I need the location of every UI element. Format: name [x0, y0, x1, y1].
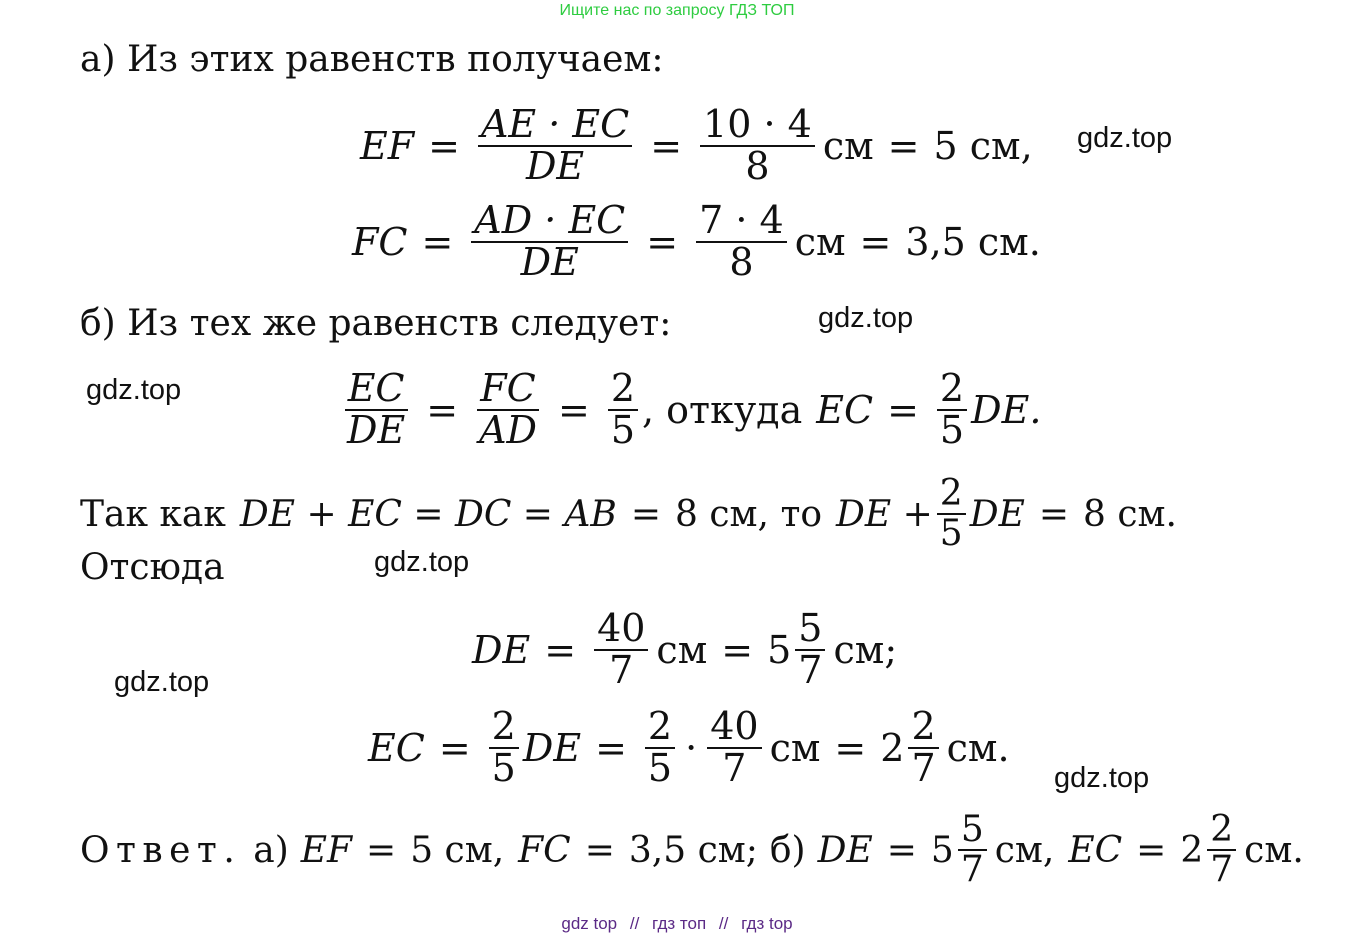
fraction-denominator: 5 — [939, 408, 965, 452]
fraction-denominator: AD — [479, 408, 537, 452]
fc-result: 3,5 см. — [905, 220, 1041, 264]
equals-sign: = — [887, 388, 919, 432]
equals-sign: = — [887, 124, 920, 168]
answer-line — [80, 806, 1304, 894]
since-text: Так как — [80, 493, 226, 535]
fraction-denominator: 5 — [491, 746, 516, 790]
equals-sign: = — [428, 124, 460, 168]
fraction-numerator: FC — [477, 369, 538, 411]
equals-sign: = — [584, 829, 615, 871]
fraction-2-over-5 — [489, 704, 519, 790]
answer-de: DE — [817, 829, 873, 871]
unit-tail: см; — [833, 628, 898, 672]
answer-part-a: а) — [253, 829, 289, 871]
fraction-10x4-over-8 — [700, 102, 815, 188]
ec-lhs: EC — [368, 726, 425, 770]
mixed-fraction — [795, 606, 825, 692]
fraction-denominator: 7 — [960, 849, 984, 890]
mixed-number-2-2-7 — [1180, 811, 1240, 889]
footer-separator: // — [629, 914, 640, 933]
answer-ec: EC — [1068, 829, 1123, 871]
mixed-whole: 5 — [767, 628, 792, 672]
part-b-intro: б) Из тех же равенств следует: — [80, 303, 672, 344]
fraction-ae-ec-over-de — [478, 102, 632, 188]
fraction-numerator: 5 — [958, 811, 987, 851]
fraction-numerator: EC — [345, 369, 408, 411]
unit-tail: см. — [946, 726, 1010, 770]
fraction-numerator: 40 — [594, 609, 648, 651]
equals-sign: = — [595, 726, 627, 770]
fraction-numerator: 2 — [489, 707, 519, 749]
equals-sign: = — [646, 220, 679, 264]
footer-link-gdz-top[interactable]: gdz top — [561, 914, 618, 933]
fraction-numerator: AD · EC — [471, 201, 628, 243]
watermark: gdz.top — [374, 546, 470, 578]
ec-lhs: EC — [816, 388, 874, 432]
equals-sign: = — [886, 829, 917, 871]
answer-label: Ответ. — [80, 829, 242, 871]
fraction-denominator: DE — [525, 144, 585, 188]
fc-lhs: FC — [352, 220, 408, 264]
fraction-numerator: 2 — [1207, 811, 1236, 851]
fraction-numerator: 2 — [645, 707, 675, 749]
fraction-denominator: 8 — [745, 144, 770, 188]
fraction-fc-over-ad — [476, 366, 540, 452]
fraction-denominator: 7 — [798, 648, 823, 692]
since-expression: DE + EC = DC = AB — [239, 493, 617, 535]
mixed-number-5-5-7 — [931, 811, 991, 889]
fraction-denominator: 7 — [1210, 849, 1234, 890]
equals-sign: = — [557, 388, 590, 432]
fraction-ad-ec-over-de — [471, 198, 628, 284]
mixed-number-2-2-7 — [880, 704, 942, 790]
de-tail: DE. — [971, 388, 1042, 432]
equals-sign: = — [834, 726, 867, 770]
mixed-fraction — [908, 704, 938, 790]
equals-sign: = — [1136, 829, 1167, 871]
de-lhs: DE — [472, 628, 531, 672]
footer-links — [0, 914, 1354, 934]
equals-sign: = — [438, 726, 471, 770]
unit-cm: см — [769, 726, 821, 770]
de-mid: DE — [522, 726, 582, 770]
fraction-denominator: 5 — [939, 513, 963, 554]
answer-fc: FC — [518, 829, 571, 871]
mixed-number-5-5-7 — [767, 606, 829, 692]
mixed-whole: 2 — [1180, 829, 1204, 871]
ef-result: 5 см, — [933, 124, 1033, 168]
unit-cm: см — [656, 628, 708, 672]
watermark: gdz.top — [1054, 762, 1150, 794]
since-line — [80, 470, 1177, 558]
answer-ef-value: 5 см, — [410, 829, 505, 871]
equation-ef — [360, 102, 1033, 190]
fraction-2-over-5 — [937, 366, 967, 452]
since-value: 8 см, то — [675, 493, 823, 535]
fraction-2-over-5 — [645, 704, 675, 790]
equals-sign: = — [859, 220, 892, 264]
answer-ef: EF — [300, 829, 353, 871]
fraction-denominator: 7 — [609, 648, 634, 692]
equals-sign: = — [366, 829, 397, 871]
mixed-fraction — [1207, 811, 1236, 889]
equals-sign: = — [421, 220, 454, 264]
unit-cm: см — [822, 124, 874, 168]
fraction-numerator: 2 — [608, 369, 638, 411]
equals-sign: = — [426, 388, 459, 432]
fraction-denominator: 7 — [911, 746, 936, 790]
answer-part-b: б) — [769, 829, 806, 871]
equation-fc — [352, 198, 1041, 286]
since-result: 8 см. — [1083, 493, 1177, 535]
equals-sign: = — [544, 628, 577, 672]
fraction-numerator: 40 — [707, 707, 761, 749]
equals-sign: = — [650, 124, 683, 168]
watermark: gdz.top — [86, 374, 182, 406]
banner-text: Ищите нас по запросу ГДЗ ТОП — [559, 2, 795, 19]
equals-sign: = — [630, 493, 662, 535]
fraction-ec-over-de — [344, 366, 408, 452]
fraction-denominator: 8 — [729, 240, 754, 284]
fraction-numerator: 2 — [937, 475, 966, 515]
fraction-numerator: 2 — [908, 707, 938, 749]
mixed-whole: 2 — [880, 726, 905, 770]
mixed-whole: 5 — [930, 829, 954, 871]
fraction-denominator: 7 — [722, 746, 747, 790]
top-banner — [0, 2, 1354, 20]
answer-ec-unit: см. — [1244, 829, 1304, 871]
fraction-7x4-over-8 — [696, 198, 787, 284]
footer-link-gdz-top-ru[interactable]: гдз топ — [652, 914, 707, 933]
fraction-numerator: AE · EC — [478, 105, 632, 147]
footer-link-gdz-top-mixed[interactable]: гдз top — [741, 914, 793, 933]
fraction-numerator: 2 — [937, 369, 967, 411]
fraction-numerator: 7 · 4 — [696, 201, 787, 243]
mixed-fraction — [958, 811, 987, 889]
fraction-denominator: 5 — [610, 408, 636, 452]
watermark: gdz.top — [1077, 122, 1173, 154]
fraction-2-over-5 — [937, 475, 966, 553]
equation-ec — [368, 704, 1010, 792]
multiply-dot: · — [685, 726, 698, 770]
since-expression-2: DE + — [836, 493, 933, 535]
unit-cm: см — [794, 220, 846, 264]
answer-de-unit: см, — [994, 829, 1055, 871]
connector-text: , откуда — [642, 388, 803, 432]
equals-sign: = — [1038, 493, 1070, 535]
part-a-intro: а) Из этих равенств получаем: — [80, 39, 664, 80]
fraction-40-over-7 — [594, 606, 648, 692]
equals-sign: = — [721, 628, 754, 672]
watermark: gdz.top — [818, 302, 914, 334]
since-expression-3: DE — [969, 493, 1025, 535]
hence-text: Отсюда — [80, 547, 225, 588]
answer-fc-value: 3,5 см; — [628, 829, 758, 871]
watermark: gdz.top — [114, 666, 210, 698]
footer-separator: // — [718, 914, 729, 933]
fraction-denominator: DE — [520, 240, 579, 284]
equation-de — [472, 606, 897, 694]
fraction-numerator: 5 — [795, 609, 825, 651]
equation-ratio — [340, 366, 1041, 454]
ef-lhs: EF — [360, 124, 415, 168]
fraction-2-over-5 — [608, 366, 638, 452]
fraction-denominator: 5 — [647, 746, 673, 790]
fraction-40-over-7 — [707, 704, 761, 790]
fraction-numerator: 10 · 4 — [700, 105, 815, 147]
fraction-denominator: DE — [347, 408, 406, 452]
